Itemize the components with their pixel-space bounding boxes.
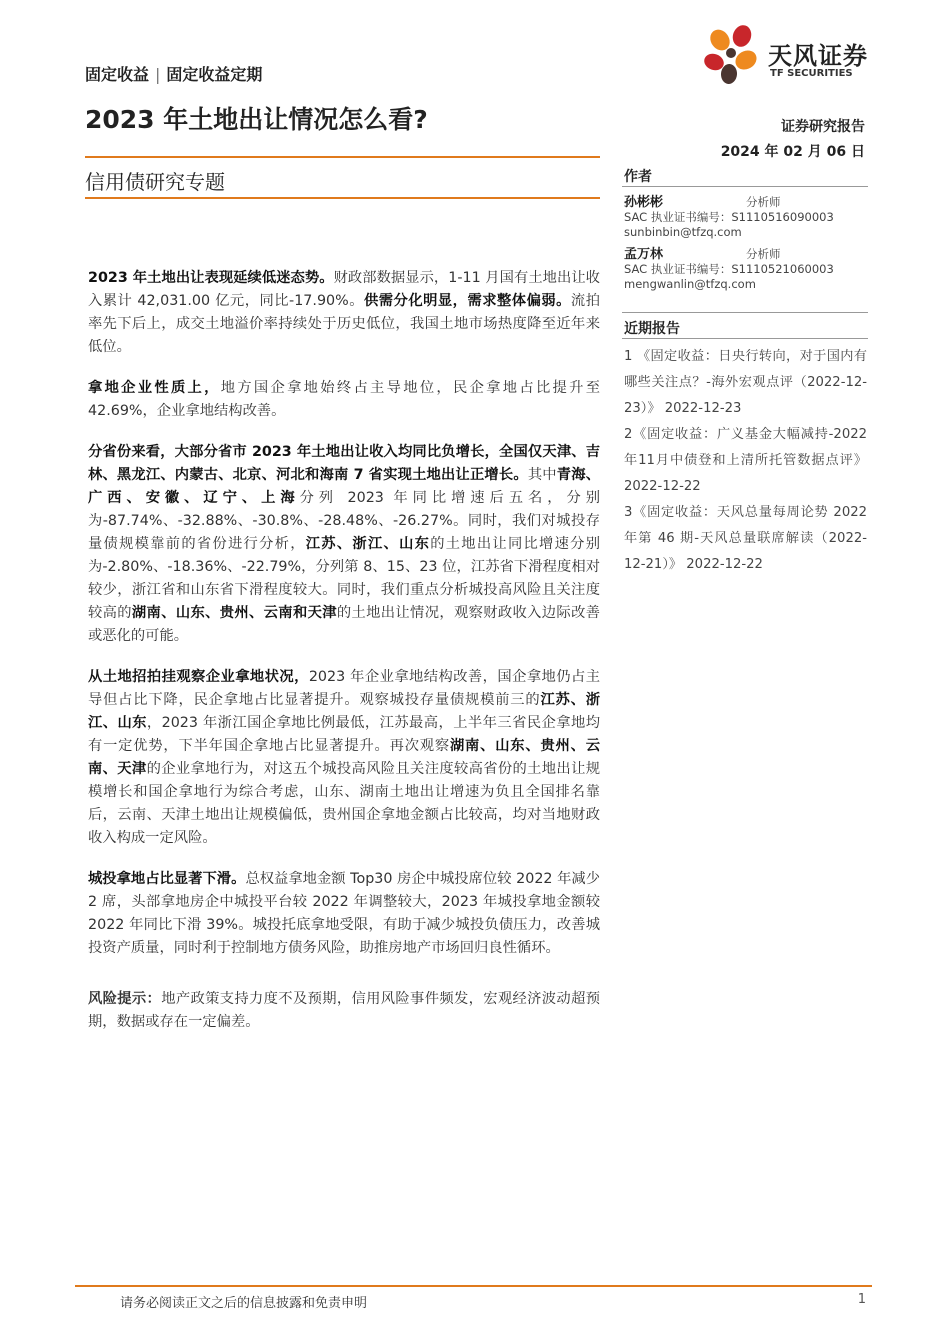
author-role: 分析师 [746,247,781,261]
footer-divider [75,1285,872,1287]
bold-text: 2023 年土地出让表现延续低迷态势。 [88,270,334,286]
risk-text: 地产政策支持力度不及预期，信用风险事件频发，宏观经济波动超预期，数据或存在一定偏差。 [88,991,601,1030]
recent-divider [622,338,868,339]
bold-text: 江苏、浙江、山东 [88,692,601,731]
risk-warning [88,988,600,1034]
author-cert: SAC 执业证书编号：S1110516090003 [624,210,834,224]
report-title: 2023 年土地出让情况怎么看? [85,105,428,134]
bold-text: 湖南、山东、贵州、云南和天津 [131,605,337,621]
text: 的土地出让同比增速分别为-2.80%、-18.36%、-22.79%，分列第 8、15、23 位，江苏省下滑程度相对较少，浙江省和山东省下滑程度较大。同时，我们重点分析城投高风险且关注度较高的 [88,536,601,621]
bold-text: 从土地招拍挂观察企业拿地状况， [88,669,309,685]
recent-top-divider [622,312,868,313]
text: 财政部数据显示，1-11 月国有土地出让收入累计 42,031.00 亿元，同比-17.90%。 [88,270,600,309]
summary-body [88,267,600,978]
report-type: 证券研究报告 [781,119,865,135]
breadcrumb-subcategory[interactable]: 固定收益定期 [166,65,263,84]
summary-paragraph-1 [88,267,600,359]
recent-reports-heading: 近期报告 [624,321,680,337]
text: 的企业拿地行为，对这五个城投高风险且关注度较高省份的土地出让规模增长和国企拿地行为综合考虑，山东、湖南土地出让增速为负且全国排名靠后，云南、天津土地出让规模偏低，贵州国企拿地金额占比较高，均对当地财政收入构成一定风险。 [88,761,601,846]
breadcrumb-category[interactable]: 固定收益 [85,65,150,84]
authors-divider [622,186,868,187]
text: 总权益拿地金额 Top30 房企中城投席位较 2022 年减少 2 席，头部拿地房企中城投平台较 2022 年调整较大，2023 年城投拿地金额较 2022 年同比下滑 39%。城投托底拿地受限，有助于减少城投负债压力，改善城投资产质量，同时利于控制地方债务风险，助推房地产市场回归良性循环。 [88,871,600,956]
recent-report-item[interactable]: 1 《固定收益：日央行转向，对于国内有哪些关注点？-海外宏观点评（2022-12-23）》 2022-12-23 [624,349,867,416]
footer-disclaimer: 请务必阅读正文之后的信息披露和免责申明 [120,1296,368,1311]
recent-report-item[interactable]: 3《固定收益：天风总量每周论势 2022 年第 46 期-天风总量联席解读（2022-12-21）》 2022-12-22 [624,505,867,572]
text: 的土地出让情况，观察财政收入边际改善或恶化的可能。 [88,605,601,644]
summary-paragraph-5 [88,868,600,960]
summary-paragraph-2 [88,377,600,423]
summary-paragraph-3 [88,441,600,648]
text: 分列 2023 年同比增速后五名，分别为-87.74%、-32.88%、-30.8%、-28.48%、-26.27%。同时，我们对城投存量债规模靠前的省份进行分析， [88,490,600,552]
logo-english-name: TF SECURITIES [770,68,853,79]
author-card [624,247,874,292]
report-subtitle: 信用债研究专题 [85,170,225,194]
page-number: 1 [857,1292,866,1307]
report-date: 2024 年 02 月 06 日 [720,144,865,160]
text: 其中 [527,467,557,483]
bold-text: 供需分化明显，需求整体偏弱。 [364,293,571,309]
author-email[interactable]: sunbinbin@tfzq.com [624,225,742,239]
text: 2023 年企业拿地结构改善，国企拿地仍占主导但占比下降，民企拿地占比显著提升。观察城投存量债规模前三的 [88,669,600,708]
bold-text: 城投拿地占比显著下滑。 [88,871,246,887]
breadcrumb-separator: | [155,65,161,84]
recent-report-item[interactable]: 2《固定收益：广义基金大幅减持-2022年11月中债登和上清所托管数据点评》 2022-12-22 [624,427,867,494]
bold-text: 湖南、山东、贵州、云南、天津 [88,738,601,777]
authors-heading: 作者 [624,169,652,185]
breadcrumb [85,62,262,85]
flower-logo-icon [700,22,766,86]
author-name: 孟万林 [624,247,664,262]
bold-text: 江苏、浙江、山东 [305,536,431,552]
author-role: 分析师 [746,195,781,209]
risk-label: 风险提示： [88,991,162,1007]
text: ，2023 年浙江国企拿地比例最低，江苏最高，上半年三省民企拿地均有一定优势，下半年国企拿地占比显著提升。再次观察 [88,715,600,754]
bold-text: 拿地企业性质上， [88,380,221,396]
title-divider [85,156,600,158]
subtitle-divider [85,197,600,199]
bold-text: 青海、广西、安徽、辽宁、上海 [88,467,600,506]
author-card [624,195,874,240]
bold-text: 分省份来看，大部分省市 2023 年土地出让收入均同比负增长，全国仅天津、吉林、黑龙江、内蒙古、北京、河北和海南 7 省实现土地出让正增长。 [88,444,600,483]
text: 流拍率先下后上，成交土地溢价率持续处于历史低位，我国土地市场热度降至近年来低位。 [88,293,600,355]
author-cert: SAC 执业证书编号：S1110521060003 [624,262,834,276]
author-name: 孙彬彬 [624,195,664,210]
recent-reports-list [624,344,867,578]
author-email[interactable]: mengwanlin@tfzq.com [624,277,756,291]
summary-paragraph-4 [88,666,600,850]
company-logo [700,22,880,86]
logo-chinese-name: 天风证券 [768,42,868,70]
text: 地方国企拿地始终占主导地位，民企拿地占比提升至 42.69%，企业拿地结构改善。 [88,380,601,419]
